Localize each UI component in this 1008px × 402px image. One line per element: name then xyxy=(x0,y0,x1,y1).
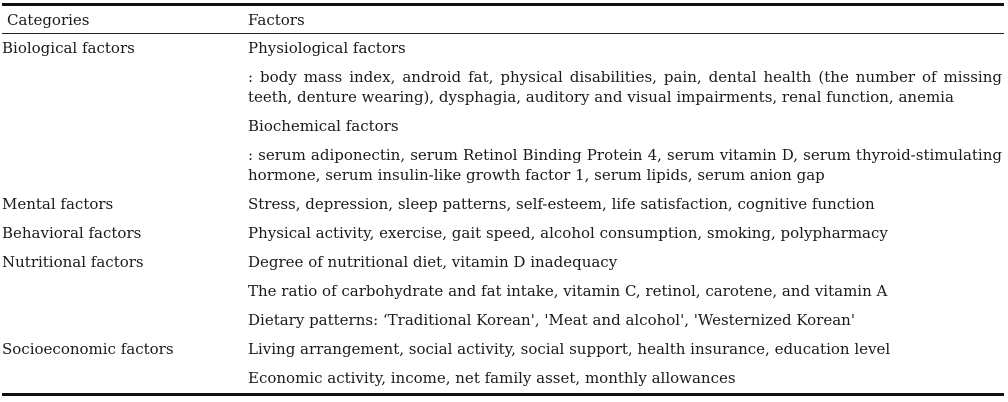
table-bottom-rule xyxy=(2,393,1004,396)
factor-line: Physical activity, exercise, gait speed, alcohol consumption, smoking, polypharmacy xyxy=(248,224,888,242)
category-cell: Behavioral factors xyxy=(2,224,142,242)
category-cell: Mental factors xyxy=(2,195,114,213)
table-row-nutritional xyxy=(2,248,1004,335)
table-row-socioeconomic xyxy=(2,335,1004,393)
factor-line: Biochemical factors xyxy=(248,117,399,135)
factor-line: Degree of nutritional diet, vitamin D inadequacy xyxy=(248,253,618,271)
table-row-behavioral xyxy=(2,219,1004,248)
factor-line: Physiological factors xyxy=(248,39,406,57)
category-cell: Biological factors xyxy=(2,39,135,57)
category-cell: Socioeconomic factors xyxy=(2,340,174,358)
header-factors: Factors xyxy=(248,10,305,29)
factor-line: Economic activity, income, net family asset, monthly allowances xyxy=(248,369,736,387)
header-categories: Categories xyxy=(7,10,90,29)
factor-line: Stress, depression, sleep patterns, self-esteem, life satisfaction, cognitive function xyxy=(248,195,875,213)
factors-table xyxy=(2,3,1004,396)
table-header-row xyxy=(2,6,1004,33)
factor-line: : body mass index, android fat, physical disabilities, pain, dental health (the number of missing teeth, denture wearing), dysphagia, auditory and visual impairments, renal function, anemia xyxy=(248,68,1002,106)
factor-line: The ratio of carbohydrate and fat intake, vitamin C, retinol, carotene, and vitamin A xyxy=(248,282,888,300)
factor-line: : serum adiponectin, serum Retinol Binding Protein 4, serum vitamin D, serum thyroid-stimulating hormone, serum insulin-like growth factor 1, serum lipids, serum anion gap xyxy=(248,146,1002,184)
table-row-mental xyxy=(2,190,1004,219)
factor-line: Dietary patterns: ‘Traditional Korean', 'Meat and alcohol', 'Westernized Korean' xyxy=(248,311,855,329)
factor-line: Living arrangement, social activity, social support, health insurance, education level xyxy=(248,340,891,358)
table-row-biological xyxy=(2,34,1004,190)
category-cell: Nutritional factors xyxy=(2,253,144,271)
